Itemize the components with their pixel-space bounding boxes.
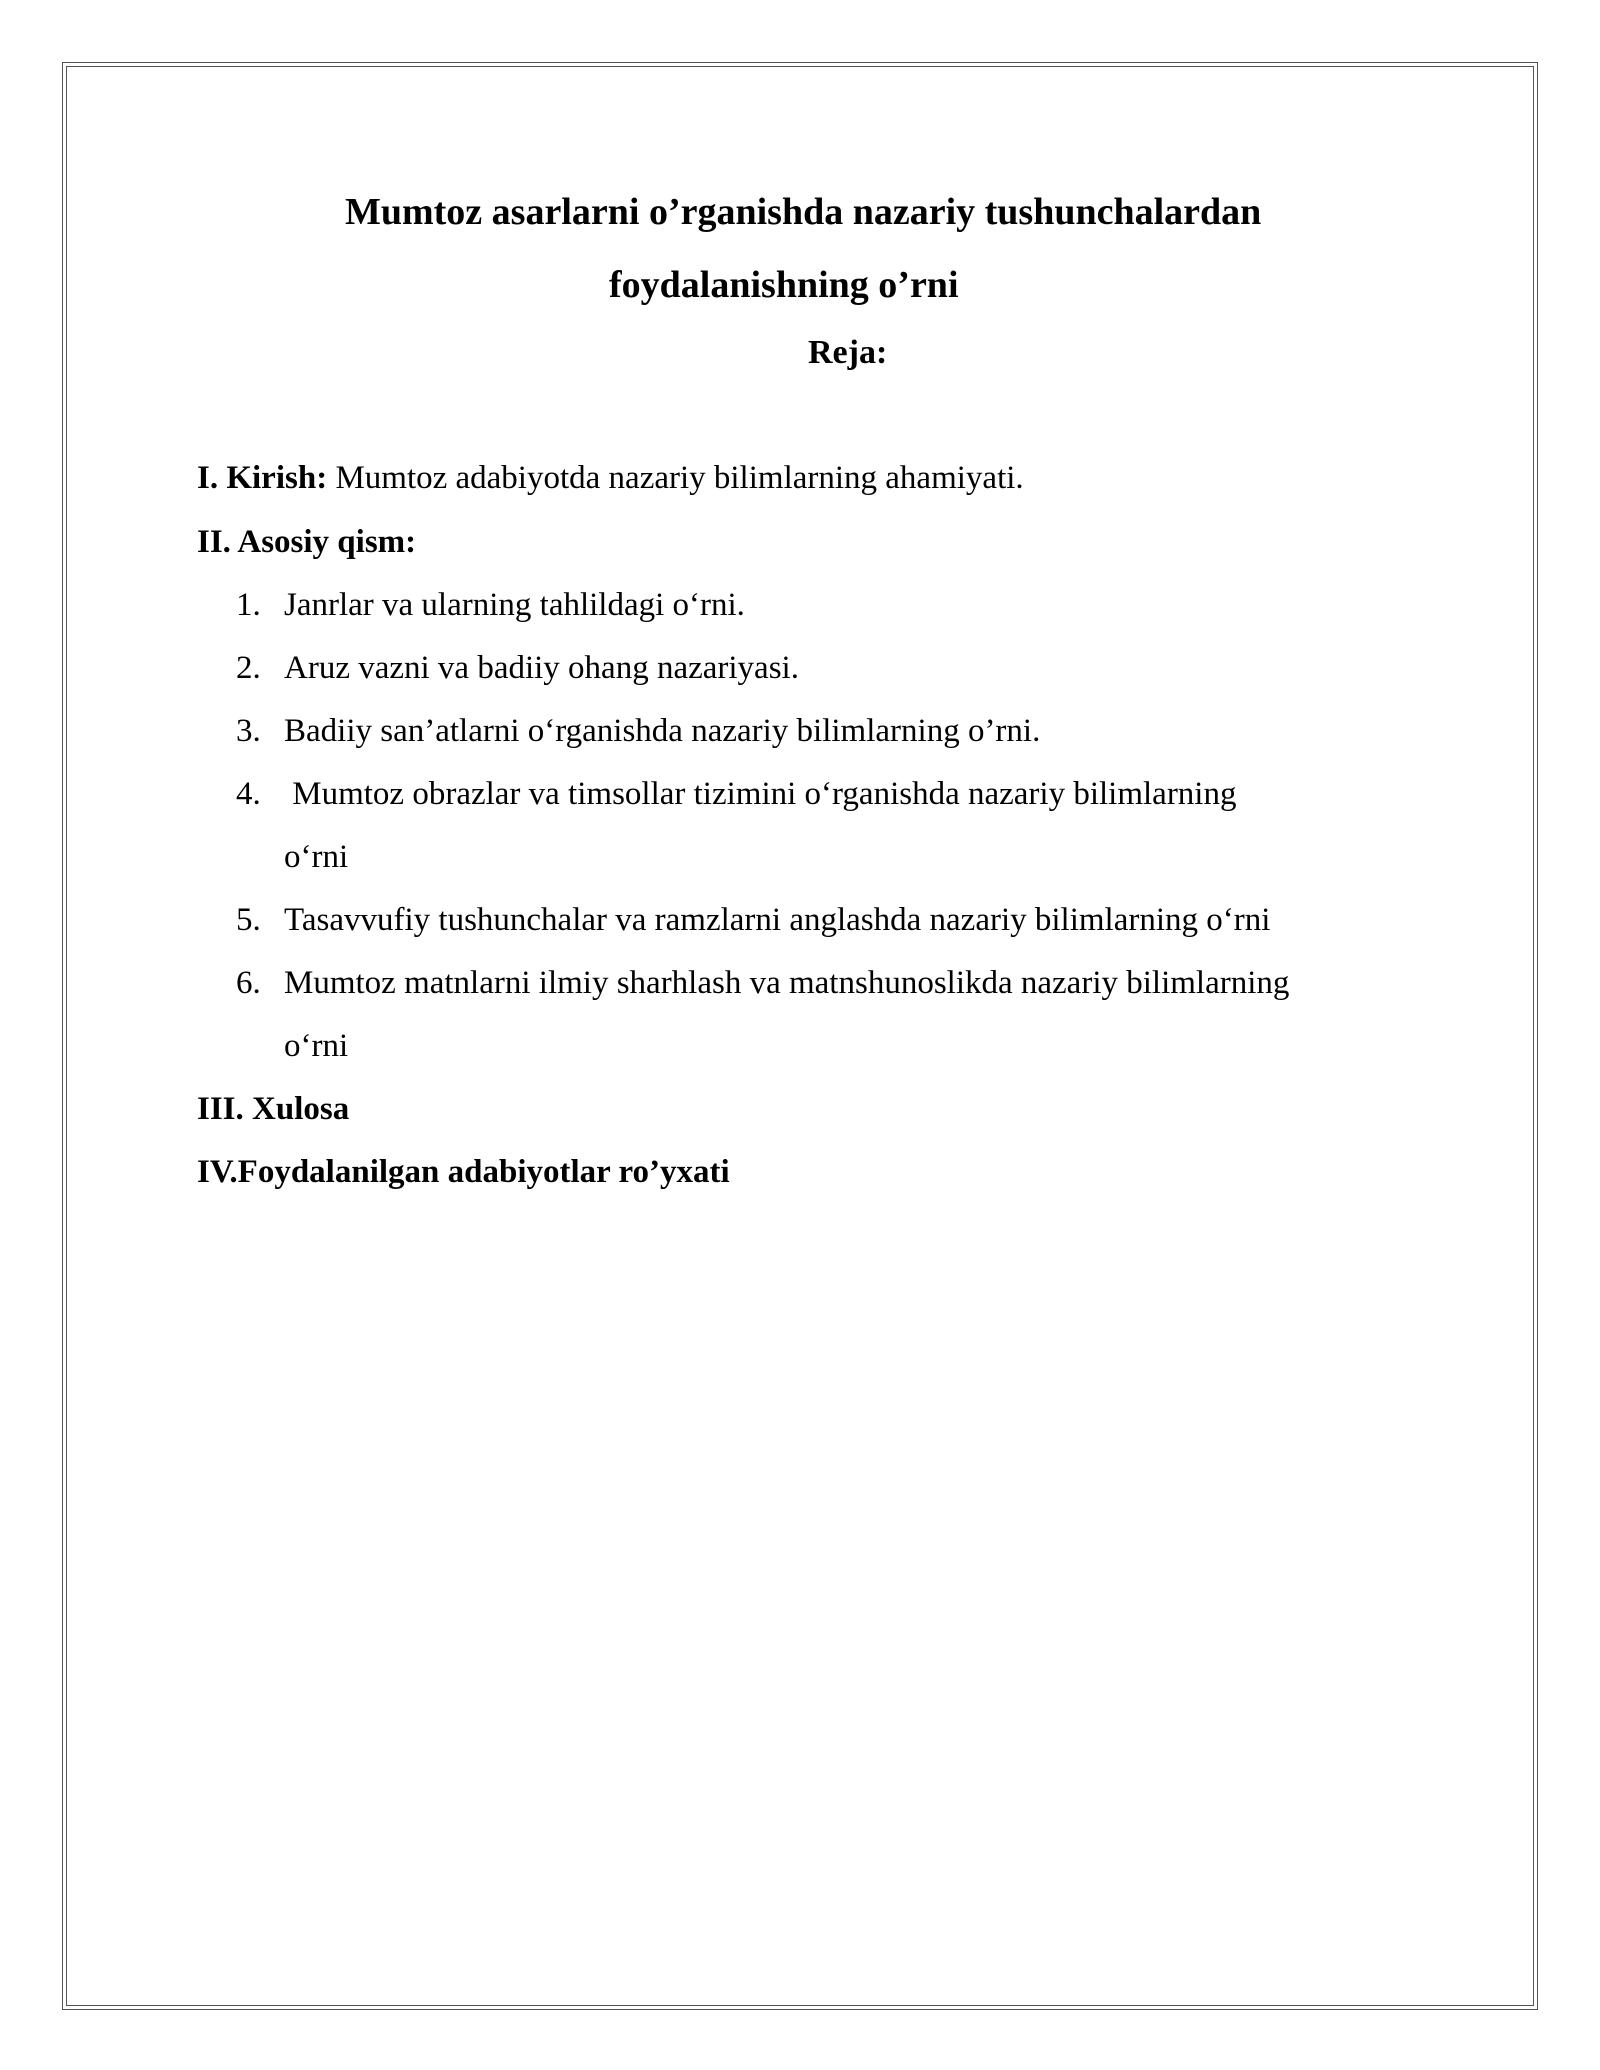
intro-text: Mumtoz adabiyotda nazariy bilimlarning ahamiyati. [327,460,1024,496]
plan-item-number: 4. [236,776,261,812]
intro-line [197,460,1024,497]
plan-item-text: Aruz vazni va badiiy ohang nazariyasi. [284,650,799,686]
plan-item-number: 6. [236,965,261,1001]
conclusion-heading: III. Xulosa [197,1091,350,1127]
plan-item-1 [236,587,745,624]
plan-item-number: 5. [236,902,261,938]
plan-item-5 [236,902,1270,939]
plan-item-number: 3. [236,713,261,749]
intro-label: I. Kirish: [197,460,328,496]
references-heading: IV.Foydalanilgan adabiyotlar ro’yxati [197,1154,730,1190]
plan-item-text: Mumtoz matnlarni ilmiy sharhlash va matnshunoslikda nazariy bilimlarning [284,965,1290,1001]
plan-item-2 [236,650,799,687]
plan-item-text: Tasavvufiy tushunchalar va ramzlarni anglashda nazariy bilimlarning o‘rni [284,902,1271,938]
plan-item-number: 2. [236,650,261,686]
plan-item-6-continuation: o‘rni [284,1028,349,1064]
plan-item-text: Janrlar va ularning tahlildagi o‘rni. [284,587,745,623]
plan-item-text: Mumtoz obrazlar va timsollar tizimini o‘rganishda nazariy bilimlarning [284,776,1237,812]
plan-item-number: 1. [236,587,261,623]
document-title-line-1: Mumtoz asarlarni o’rganishda nazariy tushunchalardan [345,191,1262,233]
main-part-heading: II. Asosiy qism: [197,524,417,560]
plan-item-4 [236,776,1236,813]
document-title-line-2: foydalanishning o’rni [609,264,959,306]
plan-item-4-continuation: o‘rni [284,839,349,875]
plan-item-text: Badiiy san’atlarni o‘rganishda nazariy bilimlarning o’rni. [284,713,1041,749]
plan-item-6 [236,965,1289,1002]
plan-item-3 [236,713,1040,750]
plan-heading: Reja: [808,334,888,371]
